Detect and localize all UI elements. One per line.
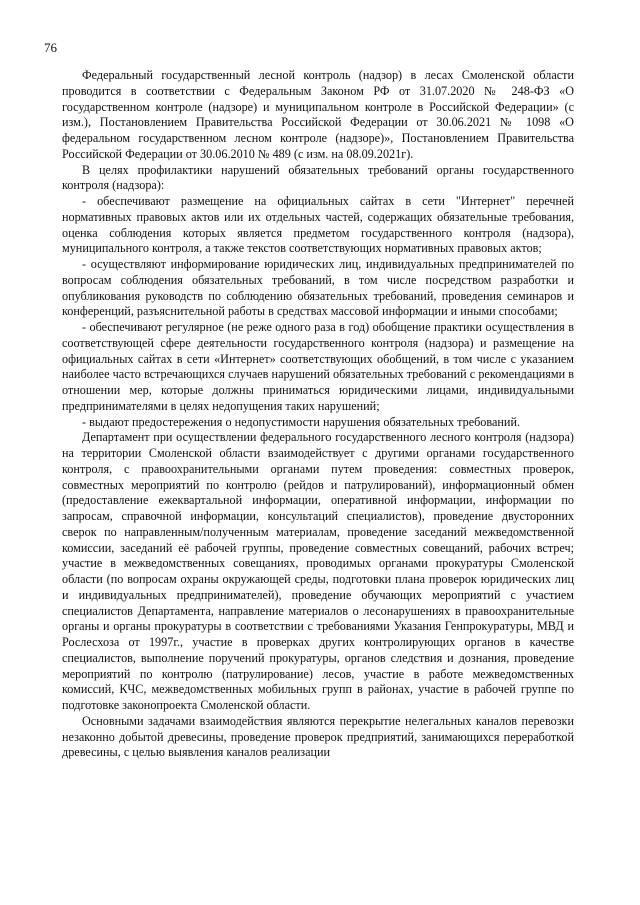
- paragraph-item-publishing: - обеспечивают размещение на официальных сайтах в сети "Интернет" перечней нормативных правовых актов или их отдельных частей, содержащих обязательные требования, оценка соблюдения которых является предметом государственного контроля (надзора), муниципального контроля, а также текстов соответствующих нормативных правовых актов;: [62, 194, 574, 256]
- paragraph-legal-basis: Федеральный государственный лесной контроль (надзор) в лесах Смоленской области проводится в соответствии с Федеральным Законом РФ от 31.07.2020 № 248-ФЗ «О государственном контроле (надзоре) и муниципальном контроле в Российской Федерации» (с изм.), Постановлением Правительства Российской Федерации от 30.06.2021 № 1098 «О федеральном государственном лесном контроле (надзоре)», Постановлением Правительства Российской Федерации от 30.06.2010 № 489 (с изм. на 08.09.2021г).: [62, 68, 574, 161]
- paragraph-prevention-intro: В целях профилактики нарушений обязательных требований органы государственного контроля (надзора):: [62, 162, 574, 193]
- paragraph-main-tasks: Основными задачами взаимодействия являются перекрытие нелегальных каналов перевозки незаконно добытой древесины, проведение проверок предприятий, занимающихся переработкой древесины, с целью выявления каналов реализации: [62, 713, 574, 760]
- page-number: 76: [44, 40, 57, 55]
- paragraph-item-informing: - осуществляют информирование юридических лиц, индивидуальных предпринимателей по вопросам соблюдения обязательных требований, в том числе посредством разработки и опубликования руководств по соблюдению обязательных требований, проведения семинаров и конференций, разъяснительной работы в средствах массовой информации и иными способами;: [62, 257, 574, 319]
- paragraph-interaction: Департамент при осуществлении федерального государственного лесного контроля (надзора) на территории Смоленской области взаимодействует с другими органами государственного контроля, с правоохранительными органами путем проведения: совместных проверок, совместных мероприятий по контролю (рейдов и патрулирований), информационный обмен (предоставление ежеквартальной информации, оперативной информации, информации по запросам, справочной информации, консультаций специалистов), проведение двусторонних сверок по направленным/полученным материалам, проведение заседаний межведомственной комиссии, заседаний её рабочей группы, проведение совместных совещаний, рабочих встреч; участие в межведомственных совещаниях, проводимых органами прокуратуры Смоленской области (по вопросам охраны окружающей среды, подготовки плана проверок юридических лиц и индивидуальных предпринимателей), проведение обучающих мероприятий с участием специалистов Департамента, направление материалов о лесонарушениях в правоохранительные органы и органы прокуратуры в соответствии с требованиями Указания Генпрокуратуры, МВД и Рослесхоза от 1997г., участие в проверках других контролирующих органов в качестве специалистов, выполнение поручений прокуратуры, органов следствия и дознания, проведение мероприятий по контролю (патрулирование) лесов, участие в работе межведомственных комиссий, КЧС, межведомственных мобильных групп в районах, участие в рабочей группе по подготовке законопроекта Смоленской области.: [62, 430, 574, 712]
- document-body: [62, 68, 574, 761]
- paragraph-item-generalization: - обеспечивают регулярное (не реже одного раза в год) обобщение практики осуществления в соответствующей сфере деятельности государственного контроля (надзора) и размещение на официальных сайтах в сети «Интернет» соответствующих обобщений, в том числе с указанием наиболее часто встречающихся случаев нарушений обязательных требований с рекомендациями в отношении мер, которые должны приниматься юридическими лицами, индивидуальными предпринимателями в целях недопущения таких нарушений;: [62, 320, 574, 413]
- paragraph-item-warnings: - выдают предостережения о недопустимости нарушения обязательных требований.: [82, 414, 521, 429]
